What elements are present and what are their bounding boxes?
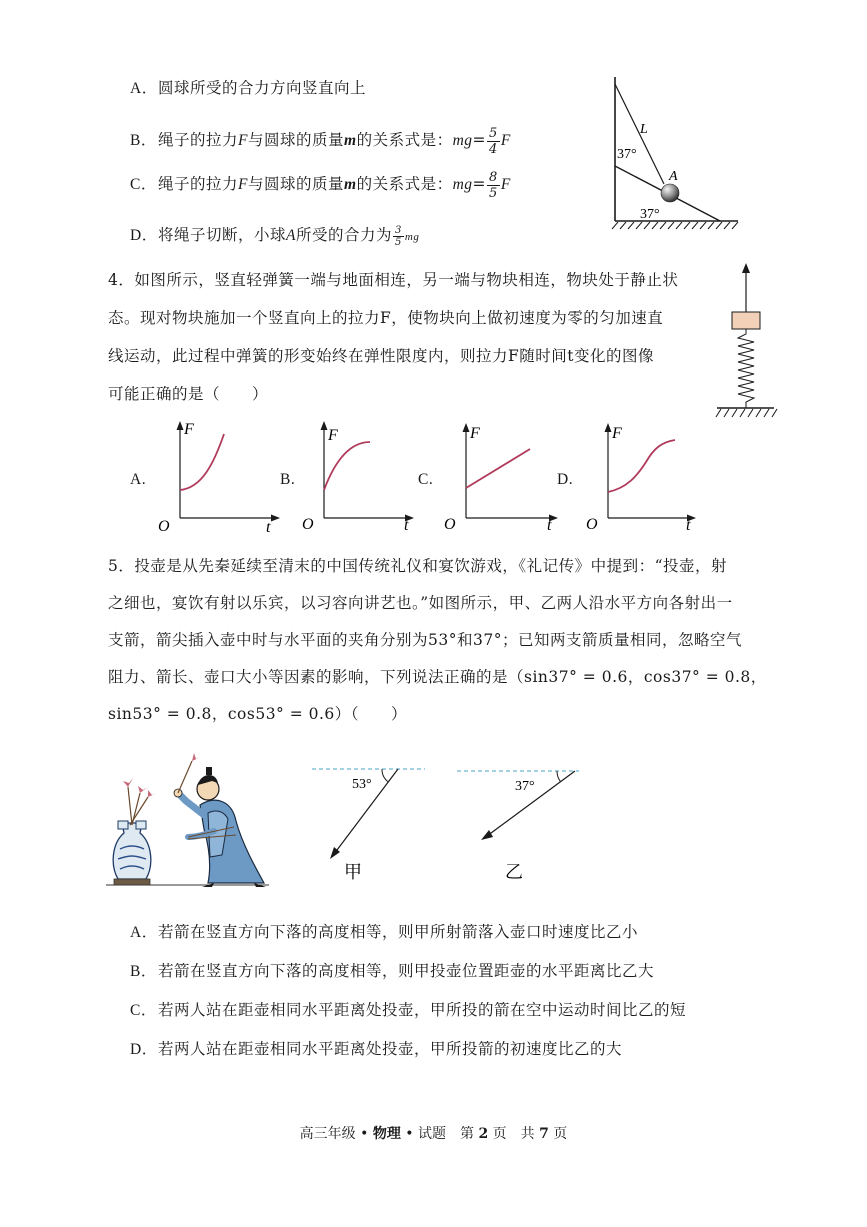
q4-line-4: 可能正确的是（ ） [108,385,269,403]
arrow-yi-head [481,830,493,840]
angle-arc-jia [382,769,388,782]
graph-a-label: A. [130,471,147,488]
graph-c [440,418,570,533]
svg-text:O: O [586,516,598,533]
ball [661,184,679,202]
curve-a [180,434,224,490]
q3-figure [600,72,745,237]
person [174,767,266,887]
angle-label-jia: 53° [352,777,372,792]
label-A: A [669,169,678,184]
q3-option-d: D．将绳子切断，小球A所受的合力为 $\frac{3}{5}$ mg [130,224,420,248]
svg-text:O: O [444,516,456,533]
graph-c-label: C. [418,471,434,488]
q4-spring-figure [712,262,782,430]
ground-hatch [612,222,738,229]
svg-text:F: F [328,427,338,444]
arrows-in-vase [128,787,148,825]
q3-option-b: B．绳子的拉力F与圆球的质量m的关系式是：mg= $\frac{5}{4}$ F [130,125,511,157]
svg-text:F: F [184,421,194,438]
graph-b [296,418,426,533]
q3-option-a: A．圆球所受的合力方向竖直向上 [130,79,367,97]
svg-text:F: F [470,425,480,442]
svg-text:t: t [266,519,271,533]
q5-line-3: 支箭，箭尖插入壶中时与水平面的夹角分别为53°和37°；已知两支箭质量相同，忽略空气 [108,631,742,649]
graph-d-label: D. [557,471,574,488]
spring [738,329,754,408]
q5-line-1: 5．投壶是从先秦延续至清末的中国传统礼仪和宴饮游戏，《礼记传》中提到：“投壶，射 [108,557,728,575]
graph-b-label: B. [280,471,296,488]
touhu-illustration [104,745,274,890]
label-jia: 甲 [344,862,362,882]
fraction: $\frac{8}{5}$ [489,169,498,201]
q5-option-b: B．若箭在竖直方向下落的高度相等，则甲投壶位置距壶的水平距离比乙大 [130,962,655,980]
label-yi: 乙 [505,862,523,882]
q5-option-d: D．若两人站在距壶相同水平距离处投壶，甲所投箭的初速度比乙的大 [130,1040,623,1058]
svg-text:t: t [404,517,409,533]
q4-line-2: 态。现对物块施加一个竖直向上的拉力F，使物块向上做初速度为零的匀加速直 [108,309,664,327]
curve-c [466,449,530,488]
q4-line-3: 线运动，此过程中弹簧的形变始终在弹性限度内，则拉力F随时间t变化的图像 [108,347,654,365]
q5-option-c: C．若两人站在距壶相同水平距离处投壶，甲所投的箭在空中运动时间比乙的短 [130,1001,687,1019]
svg-text:t: t [547,517,552,533]
svg-text:O: O [158,518,170,533]
q5-option-a: A．若箭在竖直方向下落的高度相等，则甲所射箭落入壶口时速度比乙小 [130,923,639,941]
floor-hatch [716,409,777,417]
diagram-jia [310,758,430,883]
diagram-yi [455,758,585,883]
angle-label-yi: 37° [515,779,535,794]
graph-a [152,418,282,533]
held-arrow [178,761,192,793]
block [732,312,760,329]
q4-line-1: 4．如图所示，竖直轻弹簧一端与地面相连，另一端与物块相连，物块处于静止状 [108,271,679,289]
vase [113,821,151,885]
q3-option-c: C．绳子的拉力F与圆球的质量m的关系式是：mg= $\frac{8}{5}$ F [130,169,511,201]
svg-text:O: O [302,516,314,533]
svg-text:t: t [686,517,691,533]
angle-bottom: 37° [640,207,660,222]
fraction: $\frac{3}{5}$ [395,224,402,248]
page-footer: 高三年级 • 物理 • 试题 第 2 页 共 7 页 [299,1126,568,1142]
curve-b [324,442,370,490]
arrow-head [742,263,750,273]
angle-top: 37° [617,147,637,162]
fraction: $\frac{5}{4}$ [489,125,498,157]
graph-d [582,418,712,533]
svg-text:F: F [612,425,622,442]
angle-arc-yi [557,771,561,782]
q5-line-4: 阻力、箭长、壶口大小等因素的影响，下列说法正确的是（sin37° = 0.6，cos37° = 0.8， [108,668,767,686]
held-arrow-feather [192,753,201,761]
curve-d [608,440,675,492]
q5-line-2: 之细也，宴饮有射以乐宾，以习容向讲艺也。”如图所示，甲、乙两人沿水平方向各射出一 [108,594,733,612]
label-L: L [640,122,648,137]
q5-line-5: sin53° = 0.8，cos53° = 0.6）（ ） [108,705,408,723]
